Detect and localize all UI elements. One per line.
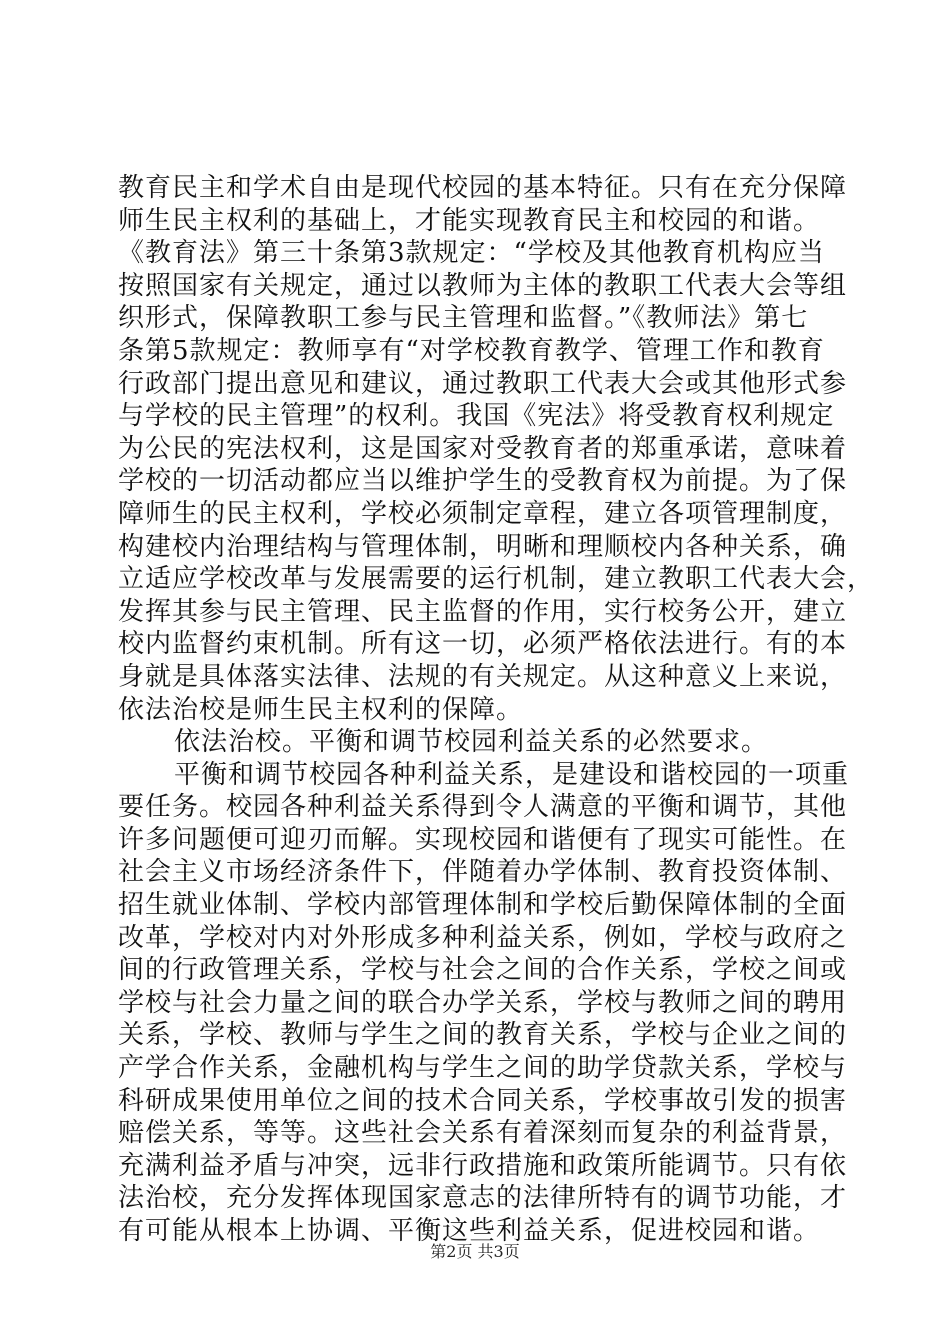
text-line: 平衡和调节校园各种利益关系，是建设和谐校园的一项重 xyxy=(174,759,850,790)
text-line: 依法治校是师生民主权利的保障。 xyxy=(118,694,524,725)
text-line: 构建校内治理结构与管理体制，明晰和理顺校内各种关系，确 xyxy=(118,531,848,562)
text-line: 《教育法》第三十条第3款规定：“学校及其他教育机构应当 xyxy=(118,238,825,269)
text-line: 为公民的宪法权利，这是国家对受教育者的郑重承诺，意味着 xyxy=(118,433,848,464)
text-line: 织形式，保障教职工参与民主管理和监督。”《教师法》第七 xyxy=(118,303,809,334)
text-line: 校内监督约束机制。所有这一切，必须严格依法进行。有的本 xyxy=(118,629,848,660)
body-text xyxy=(118,172,875,1248)
text-line: 社会主义市场经济条件下，伴随着办学体制、教育投资体制、 xyxy=(118,857,848,888)
text-line: 行政部门提出意见和建议，通过教职工代表大会或其他形式参 xyxy=(118,368,848,399)
text-line: 招生就业体制、学校内部管理体制和学校后勤保障体制的全面 xyxy=(118,890,848,921)
text-line: 有可能从根本上协调、平衡这些利益关系，促进校园和谐。 xyxy=(118,1216,821,1246)
text-line: 师生民主权利的基础上，才能实现教育民主和校园的和谐。 xyxy=(118,205,821,236)
page-number-footer: 第2页 共3页 xyxy=(430,1242,520,1261)
text-line: 学校的一切活动都应当以维护学生的受教育权为前提。为了保 xyxy=(118,466,848,497)
text-line: 按照国家有关规定，通过以教师为主体的教职工代表大会等组 xyxy=(118,270,848,301)
text-line: 立适应学校改革与发展需要的运行机制，建立教职工代表大会， xyxy=(118,564,875,595)
text-line: 教育民主和学术自由是现代校园的基本特征。只有在充分保障 xyxy=(118,173,848,203)
text-line: 与学校的民主管理”的权利。我国《宪法》将受教育权利规定 xyxy=(118,401,835,432)
text-line: 充满利益矛盾与冲突，远非行政措施和政策所能调节。只有依 xyxy=(118,1150,848,1181)
text-line: 间的行政管理关系，学校与社会之间的合作关系，学校之间或 xyxy=(118,955,848,986)
text-line: 学校与社会力量之间的联合办学关系，学校与教师之间的聘用 xyxy=(118,987,848,1018)
text-line: 赔偿关系，等等。这些社会关系有着深刻而复杂的利益背景， xyxy=(118,1118,848,1149)
text-line: 许多问题便可迎刃而解。实现校园和谐便有了现实可能性。在 xyxy=(118,824,848,855)
text-line: 科研成果使用单位之间的技术合同关系，学校事故引发的损害 xyxy=(118,1085,848,1116)
text-line: 发挥其参与民主管理、民主监督的作用，实行校务公开，建立 xyxy=(118,596,848,627)
text-line: 改革，学校对内对外形成多种利益关系，例如，学校与政府之 xyxy=(118,922,848,953)
section-heading: 依法治校。平衡和调节校园利益关系的必然要求。 xyxy=(174,727,769,758)
text-line: 身就是具体落实法律、法规的有关规定。从这种意义上来说， xyxy=(118,661,848,692)
text-line: 要任务。校园各种利益关系得到令人满意的平衡和调节，其他 xyxy=(118,792,848,823)
text-line: 法治校，充分发挥体现国家意志的法律所特有的调节功能，才 xyxy=(118,1183,848,1214)
text-line: 产学合作关系，金融机构与学生之间的助学贷款关系，学校与 xyxy=(118,1053,848,1084)
text-line: 条第5款规定：教师享有“对学校教育教学、管理工作和教育 xyxy=(118,335,825,366)
text-line: 障师生的民主权利，学校必须制定章程，建立各项管理制度， xyxy=(118,498,848,529)
text-line: 关系，学校、教师与学生之间的教育关系，学校与企业之间的 xyxy=(118,1020,848,1051)
